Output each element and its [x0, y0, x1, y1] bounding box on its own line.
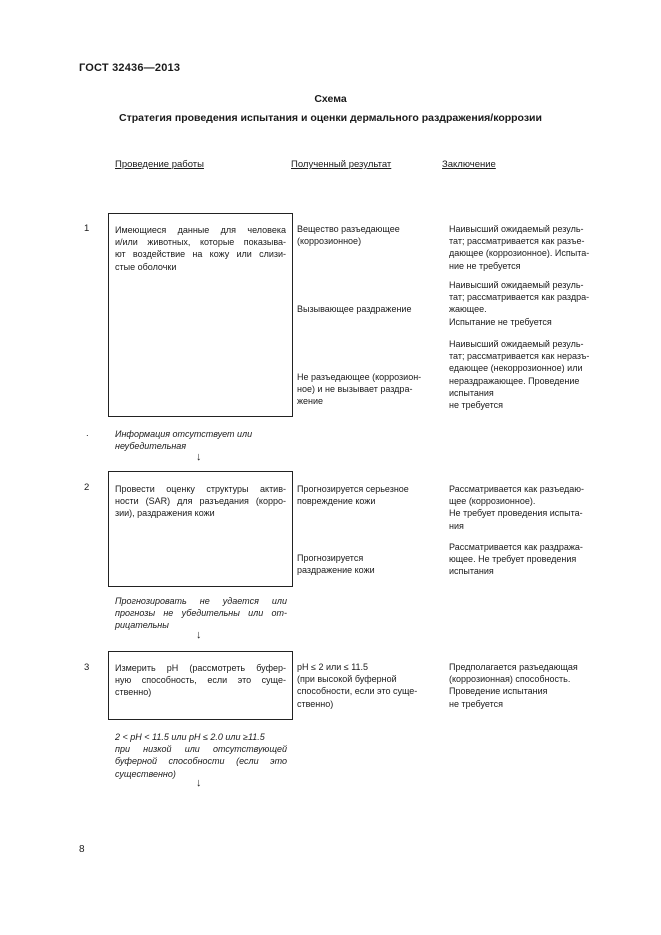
- down-arrow-icon: ↓: [196, 777, 202, 789]
- text-line: Имеющиеся данные для человека: [115, 225, 286, 235]
- text-line: ную способность, если это суще-: [115, 675, 286, 686]
- text-line: тат; рассматривается как разъе-: [449, 236, 585, 247]
- text-line: Рассматривается как разъедаю-: [449, 484, 584, 494]
- text-line: ности (SAR) для разъедания (корро-: [115, 496, 286, 507]
- column-heading-work: Проведение работы: [115, 159, 204, 170]
- column-heading-conclusion: Заключение: [442, 159, 496, 170]
- text-line: ние не требуется: [449, 260, 521, 271]
- text-line: зии), раздражения кожи: [115, 508, 215, 519]
- conclusion-text: [449, 541, 583, 578]
- text-line: ния: [449, 520, 464, 531]
- column-heading-result: Полученный результат: [291, 159, 392, 170]
- text-line: Прогнозировать не удается или: [115, 596, 287, 606]
- step-box-text: [115, 662, 286, 699]
- text-line: Прогнозируется серьезное: [297, 484, 409, 494]
- strategy-title: Стратегия проведения испытания и оценки дермального раздражения/коррозии: [119, 112, 542, 124]
- text-line: способности, если это суще-: [297, 686, 418, 697]
- page-number: 8: [79, 844, 85, 855]
- bullet-mark: .: [86, 428, 89, 439]
- text-line: Наивысший ожидаемый резуль-: [449, 339, 584, 349]
- text-line: едающее (некоррозионное) или: [449, 363, 583, 374]
- text-line: раздражение кожи: [297, 565, 375, 576]
- text-line: Информация отсутствует или: [115, 429, 253, 439]
- conclusion-text: [449, 338, 589, 411]
- text-line: Испытание не требуется: [449, 316, 552, 327]
- result-text: [297, 223, 400, 247]
- text-line: прогнозы не убедительны или от-: [115, 608, 287, 619]
- step-box-text: [115, 224, 286, 273]
- text-line: ное) и не вызывает раздра-: [297, 384, 413, 395]
- result-text: [297, 371, 421, 408]
- down-arrow-icon: ↓: [196, 629, 202, 641]
- text-line: ющее. Не требует проведения: [449, 554, 577, 565]
- conclusion-text: [449, 279, 589, 328]
- text-line: ют воздействие на кожу или слизи-: [115, 249, 286, 260]
- scheme-title: Схема: [314, 93, 347, 105]
- text-line: существенно): [115, 768, 176, 779]
- step-number: 3: [84, 662, 90, 673]
- text-line: Проведение испытания: [449, 686, 548, 697]
- result-text: [297, 303, 411, 315]
- text-line: Наивысший ожидаемый резуль-: [449, 224, 584, 234]
- text-line: тат; рассматривается как раздра-: [449, 292, 590, 303]
- step-box: [108, 471, 293, 587]
- text-line: не требуется: [449, 400, 503, 411]
- text-line: (коррозионная) способность.: [449, 674, 571, 685]
- text-line: Вещество разъедающее: [297, 224, 400, 234]
- text-line: Наивысший ожидаемый резуль-: [449, 280, 584, 290]
- text-line: Вызывающее раздражение: [297, 304, 412, 314]
- text-line: неубедительная: [115, 441, 187, 452]
- text-line: жающее.: [449, 304, 487, 315]
- result-text: [297, 661, 417, 710]
- conclusion-text: [449, 661, 578, 710]
- conclusion-text: [449, 223, 589, 272]
- text-line: и/или животных, которые показыва-: [115, 237, 286, 248]
- step-box: [108, 213, 293, 417]
- text-line: (при высокой буферной: [297, 674, 397, 685]
- transition-text: [115, 595, 287, 632]
- text-line: Провести оценку структуры актив-: [115, 484, 286, 494]
- text-line: жение: [297, 396, 324, 407]
- result-text: [297, 552, 375, 576]
- text-line: нераздражающее. Проведение: [449, 375, 580, 386]
- text-line: стые оболочки: [115, 261, 177, 272]
- text-line: буферной способности (если это: [115, 756, 287, 767]
- result-text: [297, 483, 409, 507]
- step-number: 2: [84, 482, 90, 493]
- step-number: 1: [84, 223, 90, 234]
- text-line: Не требует проведения испыта-: [449, 508, 583, 519]
- text-line: рицательны: [115, 620, 169, 631]
- text-line: не требуется: [449, 698, 503, 709]
- text-line: Не разъедающее (коррозион-: [297, 372, 422, 382]
- conclusion-text: [449, 483, 584, 532]
- text-line: Предполагается разъедающая: [449, 662, 578, 672]
- transition-text: [115, 731, 287, 780]
- text-line: при низкой или отсутствующей: [115, 744, 287, 755]
- text-line: повреждение кожи: [297, 496, 376, 507]
- text-line: тат; рассматривается как неразъ-: [449, 351, 590, 362]
- transition-text: [115, 428, 252, 452]
- text-line: испытания: [449, 566, 494, 577]
- text-line: 2 < pH < 11.5 или pH ≤ 2.0 или ≥11.5: [115, 732, 265, 742]
- text-line: pH ≤ 2 или ≤ 11.5: [297, 662, 369, 672]
- down-arrow-icon: ↓: [196, 451, 202, 463]
- standard-header: ГОСТ 32436—2013: [79, 62, 181, 74]
- text-line: ственно): [297, 698, 334, 709]
- text-line: (коррозионное): [297, 236, 362, 247]
- text-line: Рассматривается как раздража-: [449, 542, 583, 552]
- step-box: [108, 651, 293, 720]
- text-line: ственно): [115, 687, 152, 698]
- text-line: испытания: [449, 387, 494, 398]
- step-box-text: [115, 483, 286, 520]
- text-line: Прогнозируется: [297, 553, 364, 563]
- text-line: дающее (коррозионное). Испыта-: [449, 248, 590, 259]
- text-line: Измерить pH (рассмотреть буфер-: [115, 663, 286, 673]
- text-line: щее (коррозионное).: [449, 496, 536, 507]
